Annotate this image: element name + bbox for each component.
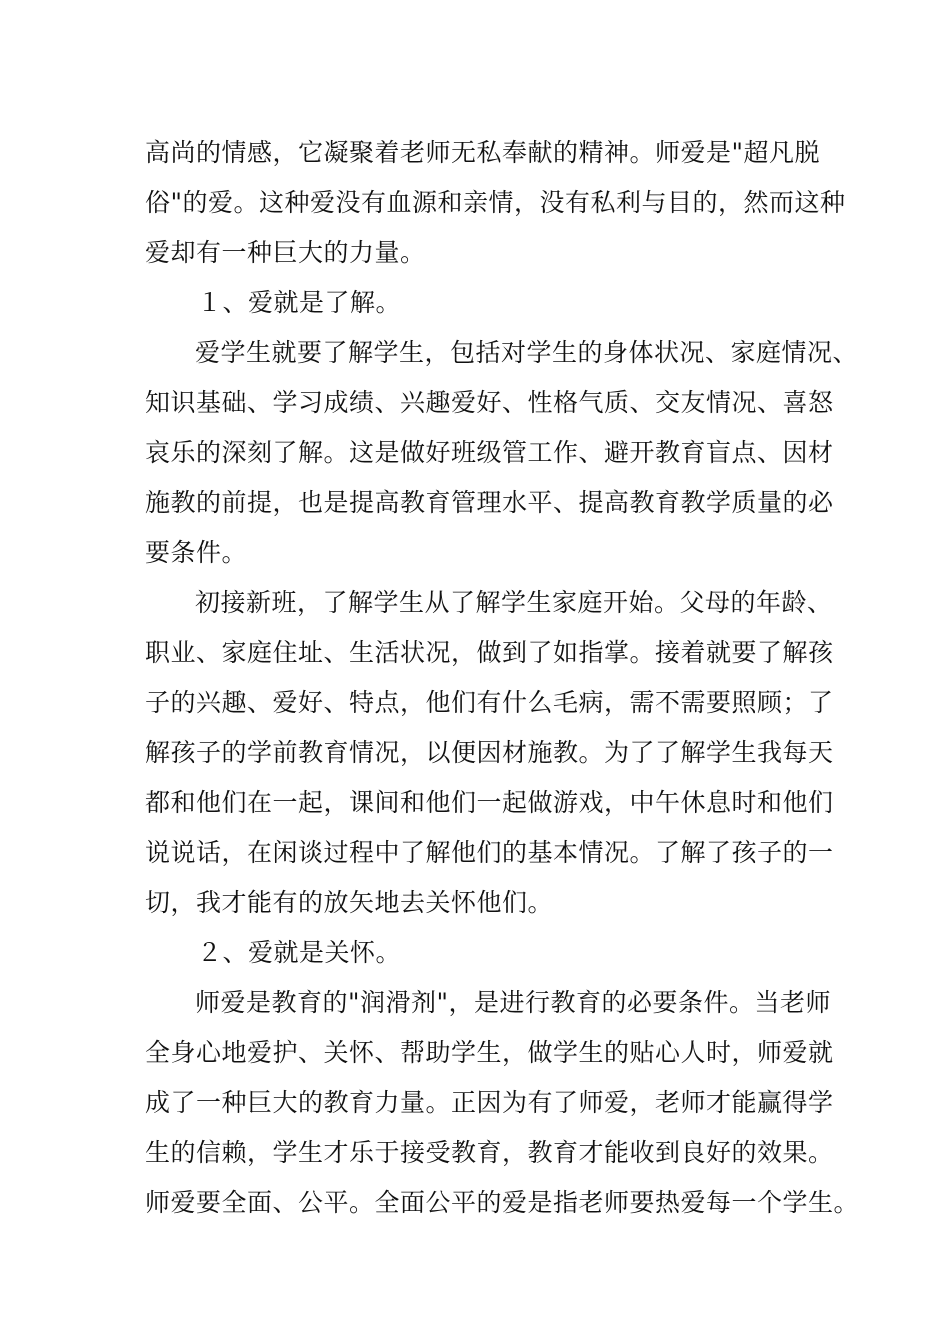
text-line: 成了一种巨大的教育力量。正因为有了师爱，老师才能赢得学	[145, 1088, 834, 1117]
text-line: 爱却有一种巨大的力量。	[145, 238, 426, 267]
text-line: 初接新班，了解学生从了解学生家庭开始。父母的年龄、	[195, 588, 833, 617]
text-line: 师爱要全面、公平。全面公平的爱是指老师要热爱每一个学生。	[145, 1188, 860, 1217]
document-body	[145, 128, 860, 1228]
text-line: 施教的前提，也是提高教育管理水平、提高教育教学质量的必	[145, 488, 834, 517]
text-line: 都和他们在一起，课间和他们一起做游戏，中午休息时和他们	[145, 788, 834, 817]
text-line: 哀乐的深刻了解。这是做好班级管工作、避开教育盲点、因材	[145, 438, 834, 467]
text-line: 全身心地爱护、关怀、帮助学生，做学生的贴心人时，师爱就	[145, 1038, 834, 1067]
section-heading-2: ２、爱就是关怀。	[197, 938, 402, 967]
text-line: 要条件。	[145, 538, 248, 567]
text-line: 俗"的爱。这种爱没有血源和亲情，没有私利与目的，然而这种	[145, 188, 846, 217]
text-line: 师爱是教育的"润滑剂"，是进行教育的必要条件。当老师	[195, 988, 832, 1017]
section-heading-1: １、爱就是了解。	[197, 288, 402, 317]
text-line: 高尚的情感，它凝聚着老师无私奉献的精神。师爱是"超凡脱	[145, 138, 821, 167]
text-line: 爱学生就要了解学生，包括对学生的身体状况、家庭情况、	[195, 338, 859, 367]
text-line: 职业、家庭住址、生活状况，做到了如指掌。接着就要了解孩	[145, 638, 834, 667]
text-line: 生的信赖，学生才乐于接受教育，教育才能收到良好的效果。	[145, 1138, 834, 1167]
text-line: 子的兴趣、爱好、特点，他们有什么毛病，需不需要照顾；了	[145, 688, 834, 717]
text-line: 说说话，在闲谈过程中了解他们的基本情况。了解了孩子的一	[145, 838, 834, 867]
text-line: 知识基础、学习成绩、兴趣爱好、性格气质、交友情况、喜怒	[145, 388, 834, 417]
text-line: 切，我才能有的放矢地去关怀他们。	[145, 888, 554, 917]
text-line: 解孩子的学前教育情况，以便因材施教。为了了解学生我每天	[145, 738, 834, 767]
